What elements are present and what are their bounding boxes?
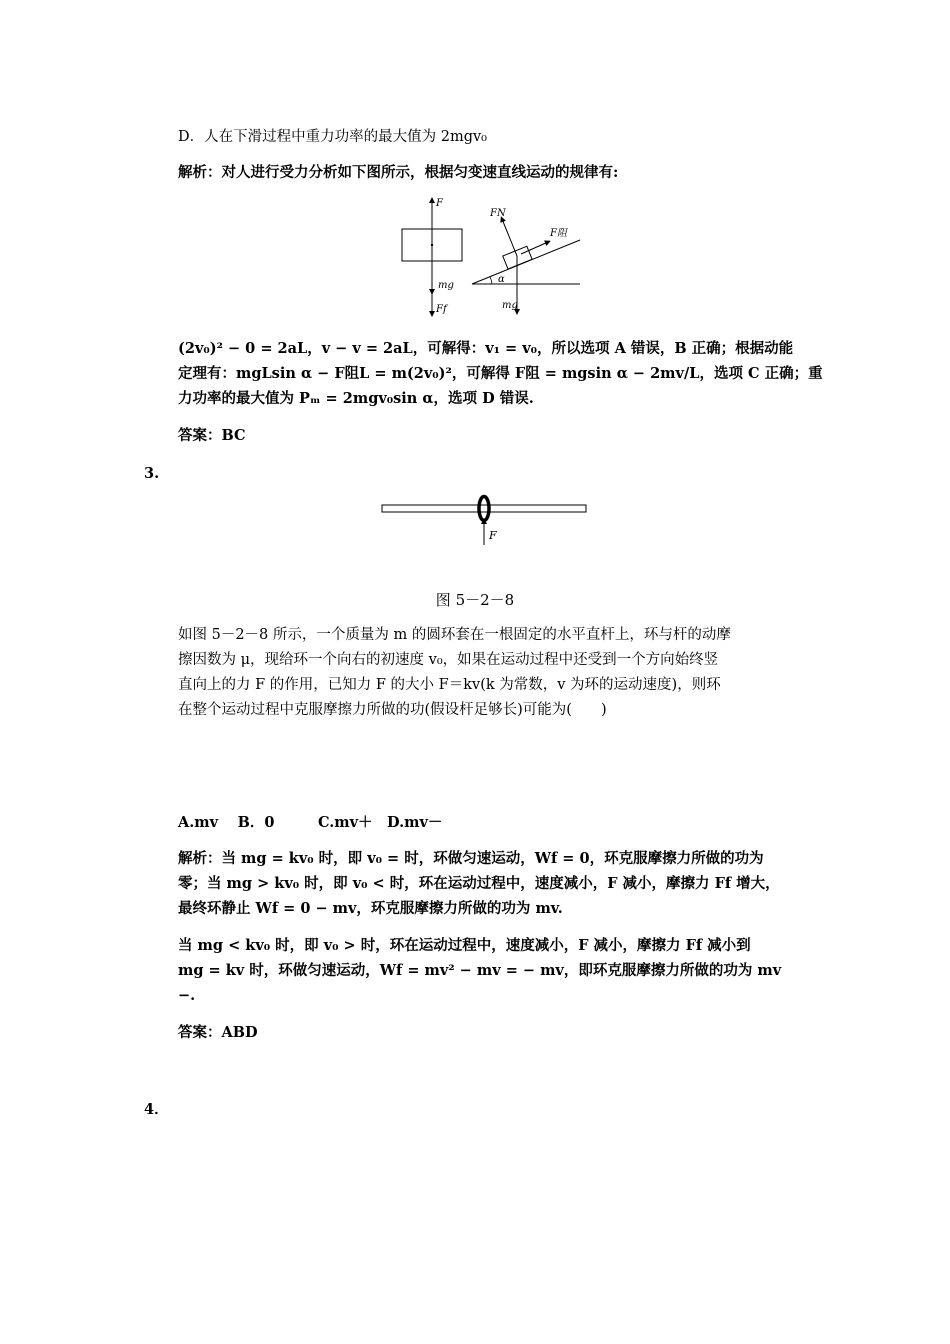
analysis-intro: 解析：对人进行受力分析如下图所示，根据匀变速直线运动的规律有:	[178, 164, 619, 181]
label-mg-right: mg	[502, 300, 518, 311]
question-number-3: 3.	[144, 465, 160, 482]
answer-q2: 答案：BC	[178, 427, 246, 444]
horizontal-rod	[382, 505, 586, 512]
stem-line-2: 擦因数为 μ，现给环一个向右的初速度 v₀，如果在运动过程中还受到一个方向始终竖	[178, 652, 719, 668]
stem-line-4: 在整个运动过程中克服摩擦力所做的功(假设杆足够长)可能为( )	[178, 702, 607, 718]
analysis-line-1: (2v₀)² − 0 = 2aL，v − v = 2aL，可解得：v₁ = v₀，所以选项 A 错误，B 正确；根据动能	[178, 340, 794, 357]
q3-analysis-1: 解析：当 mg = kv₀ 时，即 v₀ = 时，环做匀速运动，Wf = 0，环克服摩擦力所做的功为	[178, 850, 764, 867]
option-d: D．人在下滑过程中重力功率的最大值为 2mgv₀	[178, 129, 487, 145]
label-f: F	[489, 529, 497, 542]
force-f-resist	[521, 242, 548, 254]
force-fn	[502, 219, 517, 256]
ring	[479, 497, 489, 521]
force-diagram	[380, 192, 600, 320]
label-f-resist: F阻	[550, 228, 567, 239]
options-q3: A.mv B．0 C.mv＋ D.mv－	[178, 814, 443, 831]
label-alpha: α	[498, 274, 505, 285]
label-f-up: F	[436, 198, 443, 209]
q3-analysis-6: −.	[178, 987, 196, 1004]
label-ff-left: Ff	[436, 304, 447, 315]
q3-analysis-2: 零；当 mg > kv₀ 时，即 v₀ < 时，环在运动过程中，速度减小，F 减小，摩擦力 Ff 增大，	[178, 875, 780, 892]
label-mg-left: mg	[438, 280, 454, 291]
q3-analysis-4: 当 mg < kv₀ 时，即 v₀ > 时，环在运动过程中，速度减小，F 减小，摩擦力 Ff 减小到	[178, 937, 751, 954]
label-fn: FN	[490, 208, 506, 219]
q3-analysis-5: mg = kv 时，环做匀速运动，Wf = mv² − mv = − mv，即环克服摩擦力所做的功为 mv	[178, 962, 782, 979]
stem-line-3: 直向上的力 F 的作用，已知力 F 的大小 F＝kv(k 为常数，v 为环的运动速度)，则环	[178, 677, 721, 693]
q3-analysis-3: 最终环静止 Wf = 0 − mv，环克服摩擦力所做的功为 mv.	[178, 900, 563, 917]
analysis-line-3: 力功率的最大值为 Pₘ = 2mgv₀sin α，选项 D 错误.	[178, 390, 534, 407]
question-number-4: 4．	[144, 1101, 169, 1118]
analysis-line-2: 定理有：mgLsin α − F阻L = m(2v₀)²，可解得 F阻 = mgsin α − 2mv/L，选项 C 正确；重	[178, 365, 823, 382]
answer-q3: 答案：ABD	[178, 1024, 258, 1041]
figure-caption: 图 5－2－8	[435, 591, 515, 609]
stem-line-1: 如图 5－2－8 所示，一个质量为 m 的圆环套在一根固定的水平直杆上，环与杆的动摩	[178, 627, 731, 643]
rod-ring-figure	[380, 493, 590, 553]
alpha-arc	[490, 277, 492, 284]
